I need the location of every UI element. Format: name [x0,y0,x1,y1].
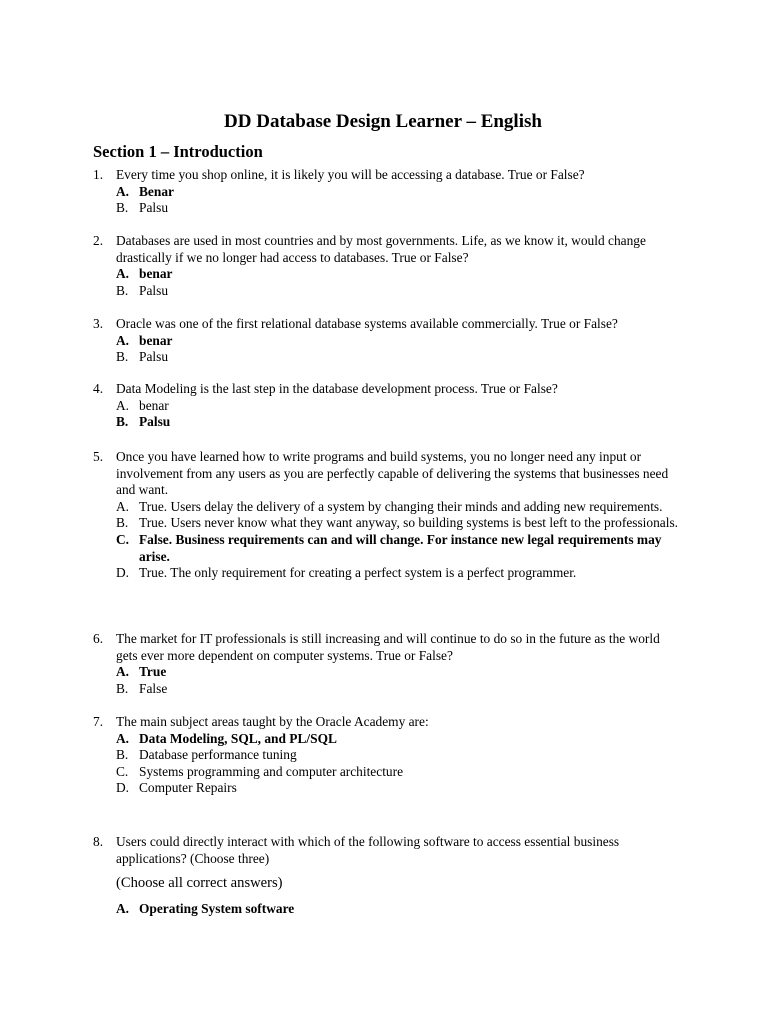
question-text: The market for IT professionals is still increasing and will continue to do so in the future as the world gets ever more dependent on computer systems. True or False? [116,631,660,663]
question-number: 7. [93,714,104,729]
answer-option [116,565,683,582]
answer-text: False [139,680,168,696]
answer-letter: A. [116,183,130,199]
question-text: The main subject areas taught by the Oracle Academy are: [116,714,429,729]
answer-text: True. Users never know what they want anyway, so building systems is best left to the professionals. [139,515,679,531]
answer-option [116,780,683,797]
question-text: Oracle was one of the first relational database systems available commercially. True or False? [116,316,618,331]
answer-option [116,747,683,764]
answer-text: Palsu [139,200,169,216]
answer-letter: A. [116,332,130,348]
question-item [93,167,683,217]
question-note: (Choose all correct answers) [116,875,283,892]
answer-text: Palsu [139,349,169,365]
answer-letter: B. [116,349,129,365]
question-item [93,381,683,431]
answer-letter: B. [116,747,129,763]
answer-letter: B. [116,515,129,531]
section-title: Section 1 – Introduction [93,142,263,161]
answer-text: True. Users delay the delivery of a system by changing their minds and adding new requirements. [139,498,663,514]
answer-text: False. Business requirements can and will change. For instance new legal requirements may arise. [139,531,662,564]
question-text: Databases are used in most countries and by most governments. Life, as we know it, would change drastically if we no longer had access to databases. True or False? [116,233,646,265]
question-number: 6. [93,631,104,646]
answer-option-correct [116,731,683,748]
question-text: Once you have learned how to write programs and build systems, you no longer need any input or involvement from any users as you are perfectly capable of delivering the systems that businesses need and want. [116,449,669,498]
answer-option-correct [116,414,683,431]
answer-text: benar [139,397,169,413]
answer-letter: A. [116,266,130,282]
answer-letter: D. [116,780,130,796]
question-line [93,631,683,664]
answer-letter: A. [116,664,130,680]
question-item [93,316,683,366]
answer-text: Systems programming and computer architecture [139,763,404,779]
question-line [93,381,683,398]
answer-option [116,283,683,300]
question-item [93,631,683,697]
answer-option [116,499,683,516]
question-line [93,834,683,867]
document-title: DD Database Design Learner – English [224,111,542,132]
answer-option-correct [116,333,683,350]
answer-text: Palsu [139,282,169,298]
answer-text: Palsu [139,414,171,430]
answer-option-correct [116,664,683,681]
answer-option-correct [116,266,683,283]
answer-option [116,200,683,217]
question-line [93,233,683,266]
question-line [93,714,683,731]
answer-option-correct [116,901,683,918]
answer-option [116,515,683,532]
answer-text: Operating System software [139,901,295,917]
answer-letter: A. [116,498,130,514]
answer-letter: A. [116,730,130,746]
answer-letter: B. [116,200,129,216]
question-number: 2. [93,233,104,248]
answer-letter: B. [116,680,129,696]
answer-letter: B. [116,282,129,298]
question-number: 4. [93,381,104,396]
answer-option [116,681,683,698]
question-number: 5. [93,449,104,464]
question-item [93,449,683,582]
answer-letter: A. [116,901,130,917]
question-number: 3. [93,316,104,331]
question-line [93,167,683,184]
question-item [93,233,683,299]
question-item [93,714,683,797]
question-item [93,834,683,918]
answer-letter: D. [116,565,130,581]
answer-option [116,349,683,366]
answer-letter: B. [116,414,129,430]
question-text: Users could directly interact with which of the following software to access essential business applications? (Choose three) [116,834,620,866]
answer-option [116,764,683,781]
answer-letter: C. [116,763,129,779]
question-text: Every time you shop online, it is likely you will be accessing a database. True or False? [116,167,585,182]
answer-text: benar [139,266,173,282]
question-number: 1. [93,167,104,182]
answer-text: benar [139,332,173,348]
question-line [93,449,683,499]
answer-text: True. The only requirement for creating a perfect system is a perfect programmer. [139,565,577,581]
answer-letter: A. [116,397,130,413]
answer-text: Database performance tuning [139,747,297,763]
question-text: Data Modeling is the last step in the database development process. True or False? [116,381,558,396]
answer-option-correct [116,532,683,565]
answer-text: Computer Repairs [139,780,237,796]
answer-text: Data Modeling, SQL, and PL/SQL [139,730,337,746]
question-line [93,316,683,333]
answer-option-correct [116,184,683,201]
answer-text: True [139,664,167,680]
question-number: 8. [93,834,104,849]
answer-letter: C. [116,531,130,547]
answer-text: Benar [139,183,174,199]
answer-option [116,398,683,415]
